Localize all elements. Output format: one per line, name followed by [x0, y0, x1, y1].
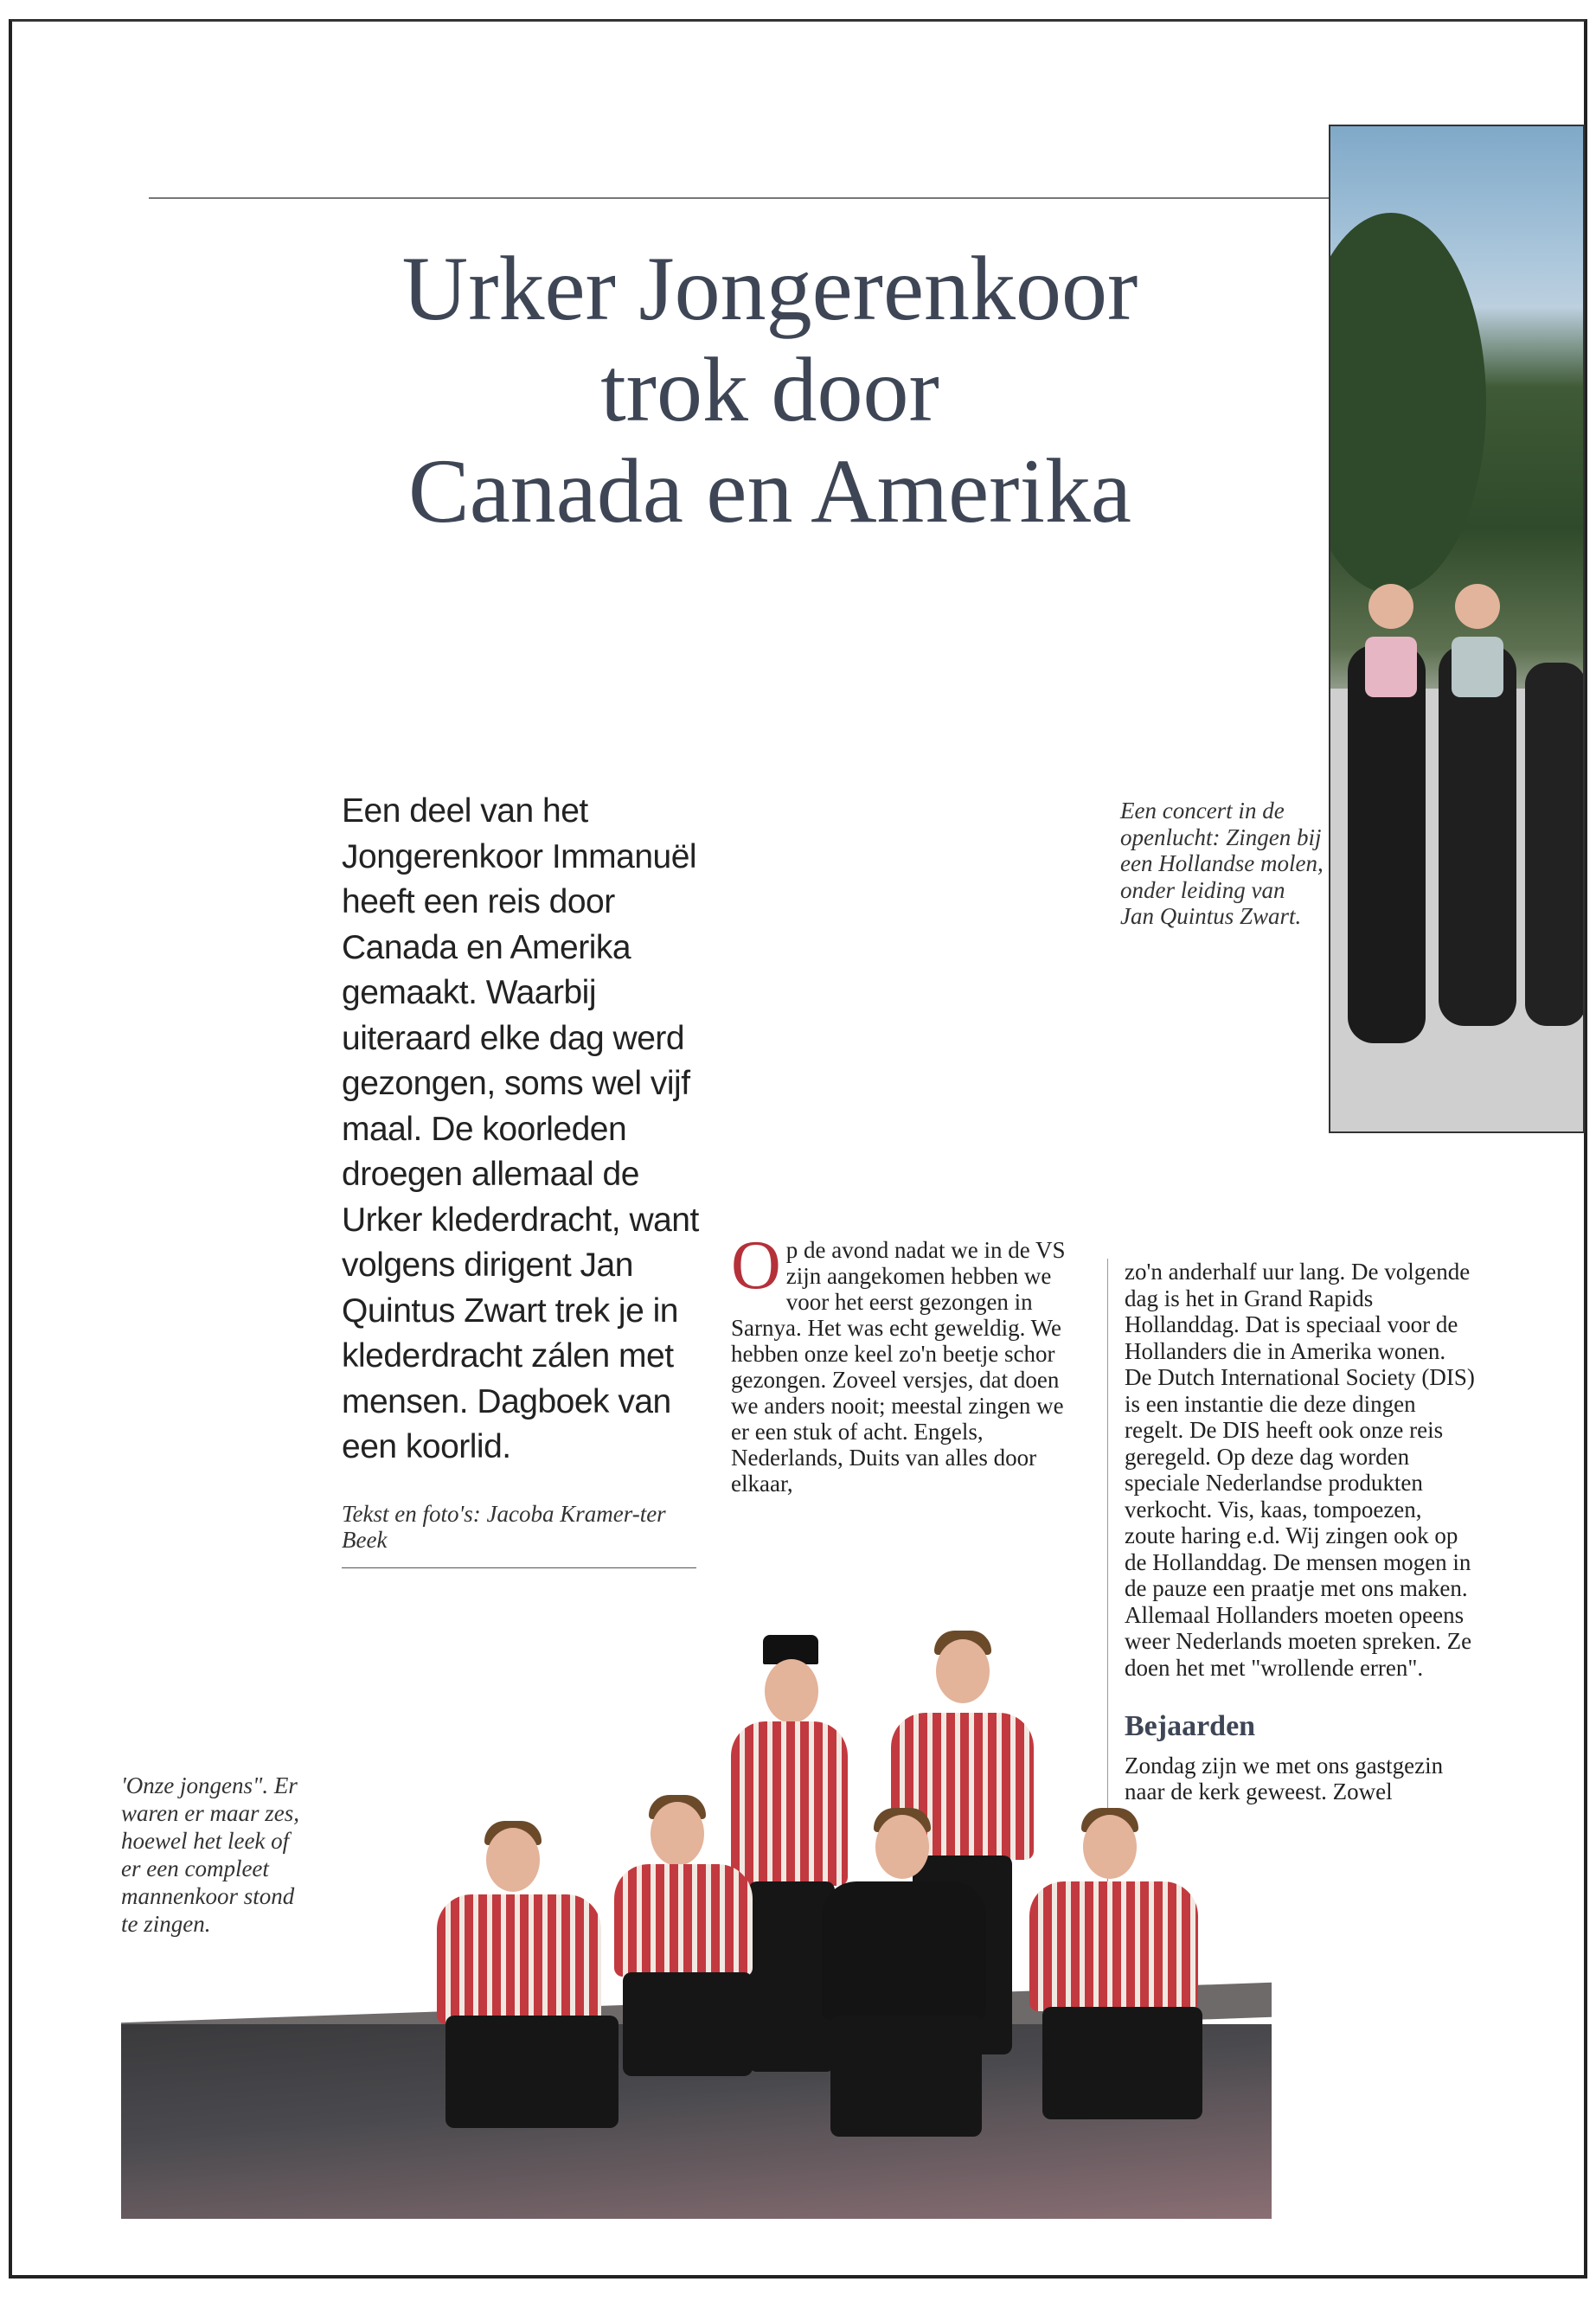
photo-choir-women — [1329, 125, 1585, 1133]
title-line-1: Urker Jongerenkoor — [401, 238, 1138, 339]
subheading-bejaarden: Bejaarden — [1125, 1710, 1256, 1742]
body-text-right-2: Zondag zijn we met ons gastgezin naar de kerk geweest. Zowel — [1125, 1752, 1444, 1804]
body-text-middle: p de avond nadat we in de VS zijn aangekomen hebben we voor het eerst gezongen in Sarnya. Het was echt geweldig. We hebben onze keel zo'n beetje schor gezongen. Zoveel versjes, dat doen we anders nooit; meestal zingen we er een stuk of acht. Engels, Nederlands, Duits van alles door elkaar, — [731, 1237, 1066, 1497]
drop-cap: O — [731, 1227, 781, 1304]
top-rule — [149, 197, 1334, 199]
photo-choir-women-illustration — [1330, 126, 1585, 1133]
body-text-right-1: zo'n anderhalf uur lang. De volgende dag is het in Grand Rapids Hollanddag. Dat is speciaal voor de Hollanders die in Amerika wonen. De Dutch International Society (DIS) is een instantie die deze dingen regelt. De DIS heeft ook onze reis geregeld. Op deze dag worden speciale Nederlandse produkten verkocht. Vis, kaas, tompoezen, zoute haring e.d. Wij zingen ook op de Hollanddag. De mensen mogen in de pauze een praatje met ons maken. Allemaal Hollanders moeten opeens weer Nederlands moeten spreken. Ze doen het met "wrollende erren". — [1125, 1259, 1475, 1681]
title-line-3: Canada en Amerika — [408, 440, 1131, 542]
lead-paragraph: Een deel van het Jongerenkoor Immanuël heeft een reis door Canada en Amerika gemaakt. Waarbij uiteraard elke dag werd gezongen, soms wel vijf maal. De koorleden droegen allemaal de Urker klederdracht, want volgens dirigent Jan Quintus Zwart trek je in klederdracht zálen met mensen. Dagboek van een koorlid. — [342, 792, 699, 1465]
photo-choir-boys — [121, 1566, 1272, 2219]
caption-concert: Een concert in de openlucht: Zingen bij een Hollandse molen, onder leiding van Jan Quintus Zwart. — [1120, 798, 1324, 929]
title-line-2: trok door — [600, 339, 939, 440]
boys-group — [329, 1566, 1211, 2219]
caption-boys: 'Onze jongens". Er waren er maar zes, hoewel het leek of er een compleet mannenkoor stond te zingen. — [121, 1772, 299, 1937]
body-column-middle — [731, 1227, 1081, 1497]
article-title — [208, 238, 1332, 542]
photo-credit: Tekst en foto's: Jacoba Kramer-ter Beek — [342, 1501, 666, 1553]
